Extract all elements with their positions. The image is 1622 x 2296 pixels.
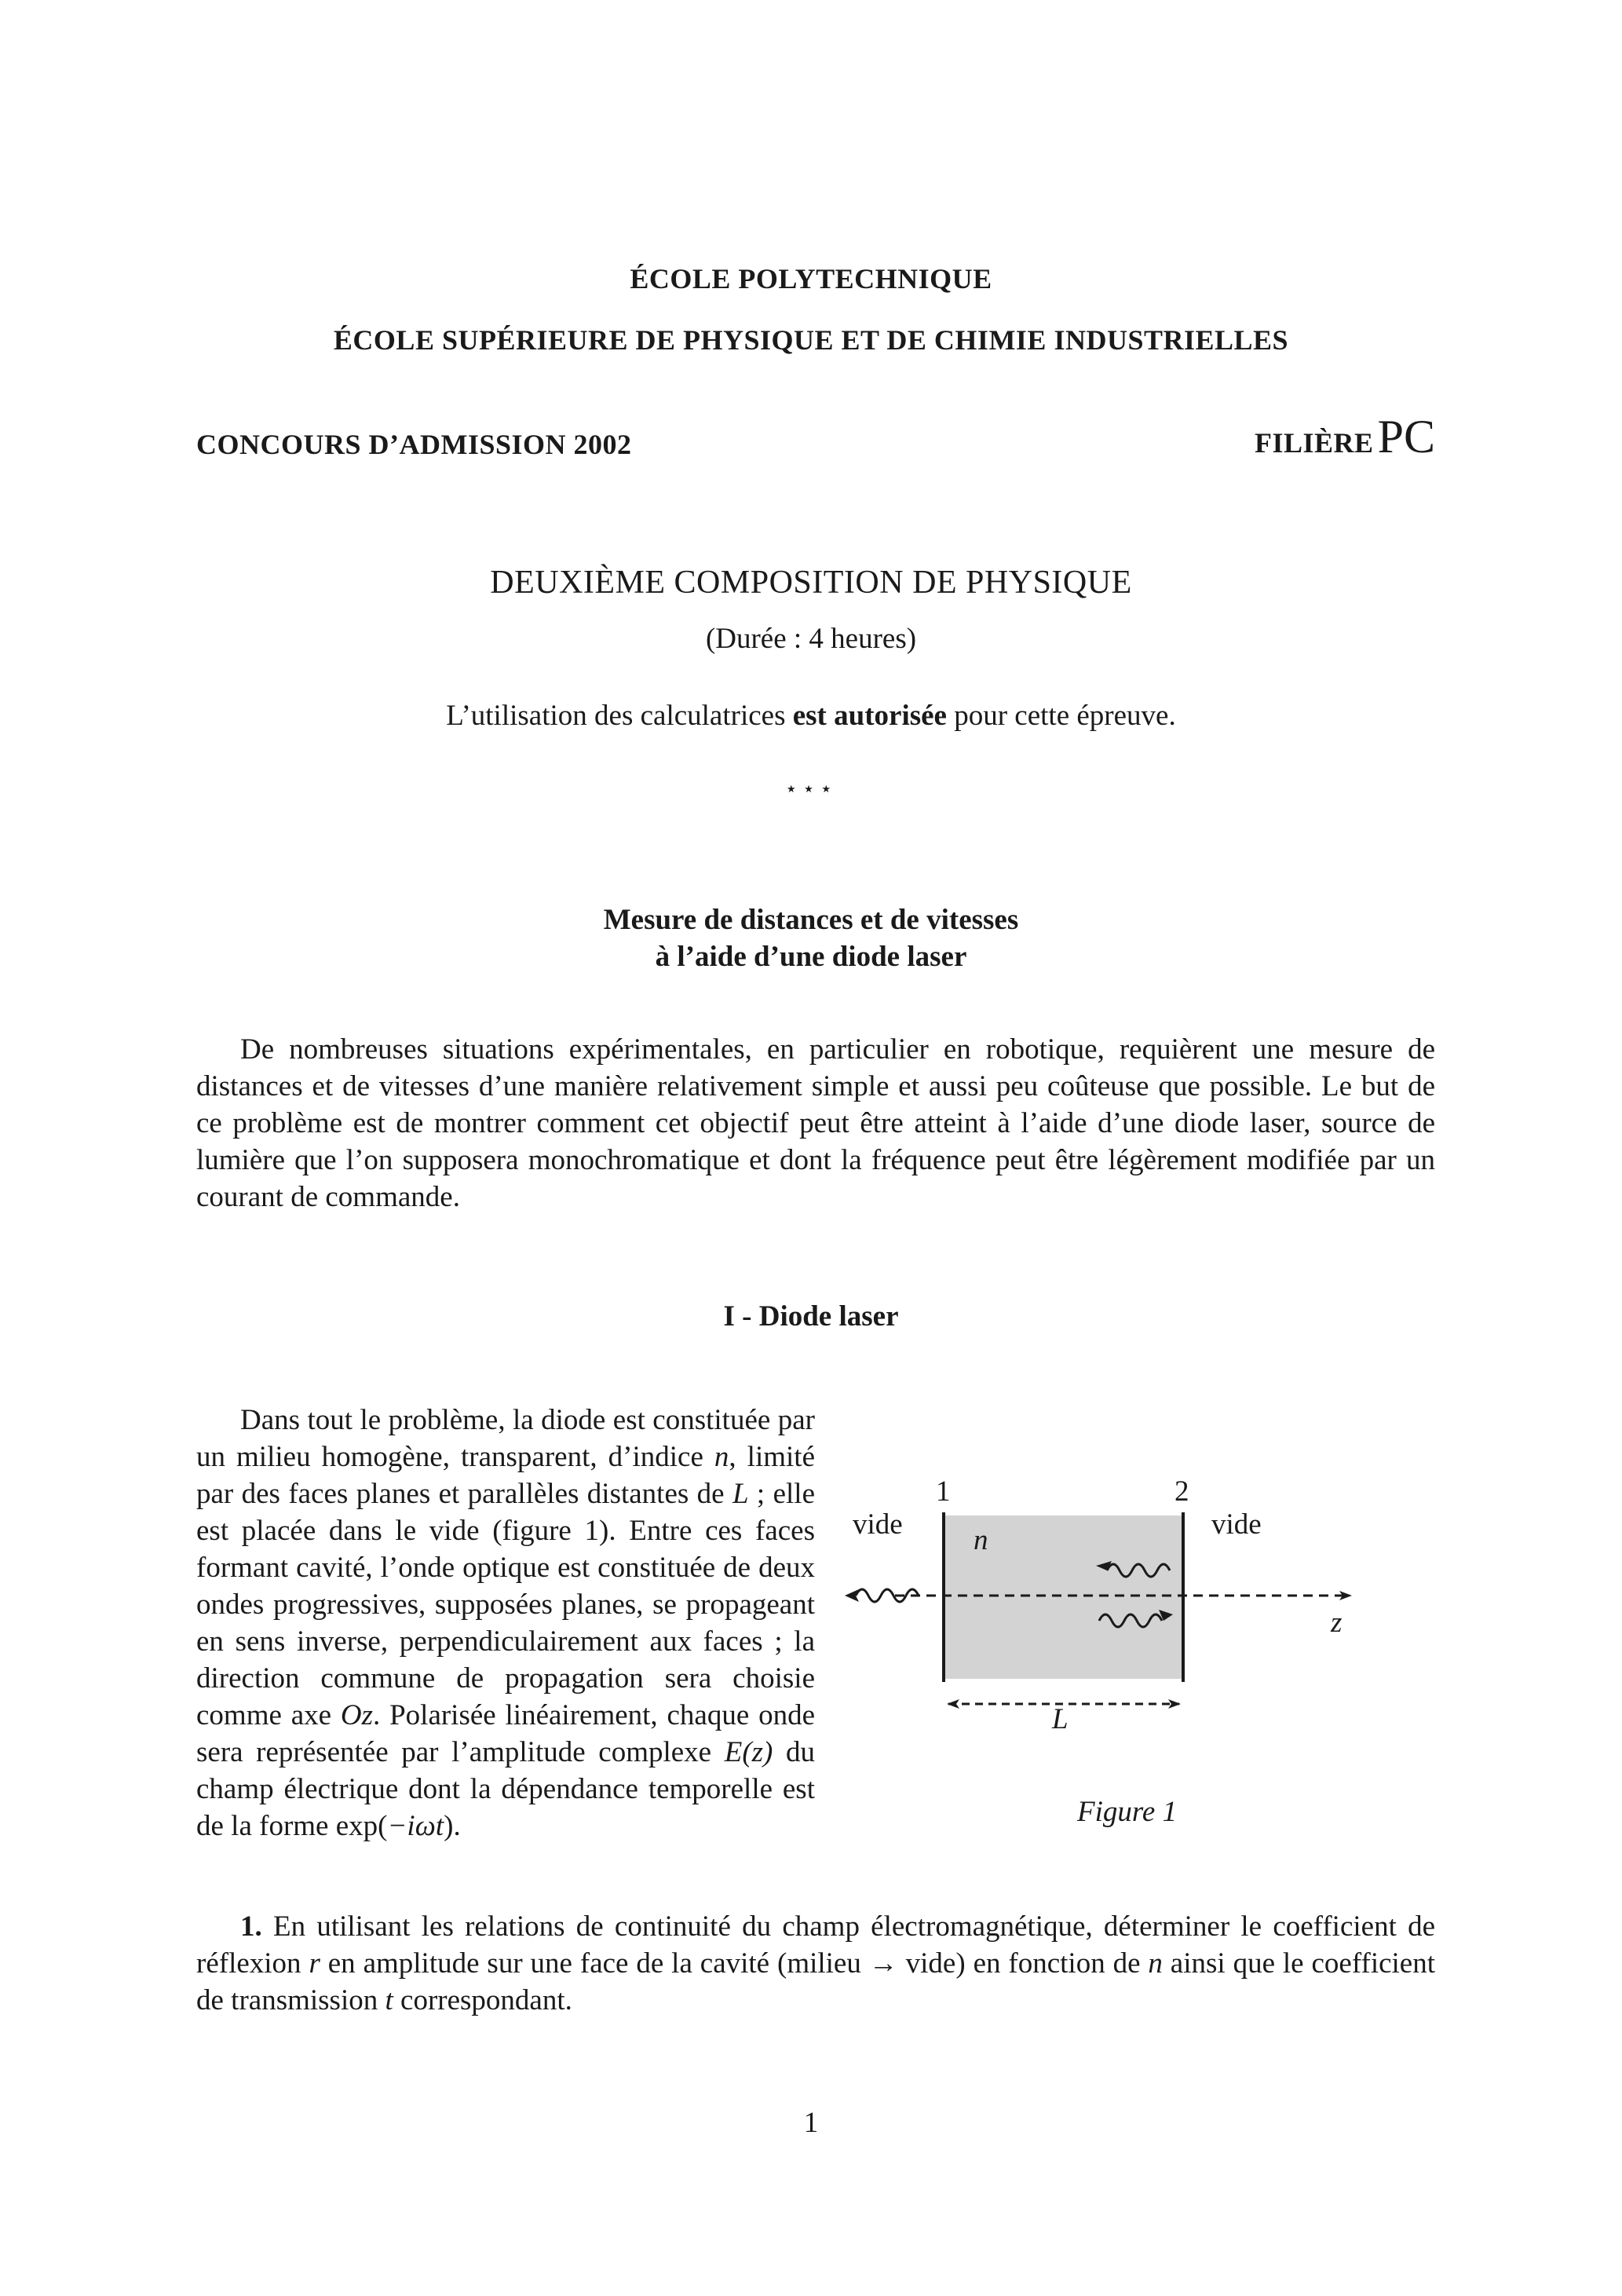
text-run: correspondant. xyxy=(393,1984,572,2016)
page-number: 1 xyxy=(803,2107,819,2139)
subject-title-line1: Mesure de distances et de vitesses xyxy=(603,904,1019,936)
figure-1-diagram xyxy=(840,1461,1405,1743)
axis-z-label: z xyxy=(1331,1607,1343,1639)
text-run: . Polarisée linéairement, chaque onde sera représentée par l’amplitude complexe xyxy=(196,1699,815,1768)
face-2-label: 2 xyxy=(1174,1475,1189,1508)
filiere-code: PC xyxy=(1377,411,1435,462)
filiere-block xyxy=(1255,410,1435,464)
index-n-label: n xyxy=(974,1524,988,1556)
filiere-label: FILIÈRE xyxy=(1254,427,1374,459)
symbol-n: n xyxy=(1148,1947,1163,1980)
section-1-title: I - Diode laser xyxy=(723,1300,899,1333)
vide-right-label: vide xyxy=(1211,1508,1262,1541)
calc-text-before: L’utilisation des calculatrices xyxy=(446,700,793,732)
symbol-n: n xyxy=(714,1441,729,1473)
text-run: ). xyxy=(444,1810,461,1842)
school-name-2: ÉCOLE SUPÉRIEURE DE PHYSIQUE ET DE CHIMIE INDUSTRIELLES xyxy=(333,324,1289,356)
composition-title: DEUXIÈME COMPOSITION DE PHYSIQUE xyxy=(490,565,1132,601)
section-1-text xyxy=(196,1402,815,1844)
question-1-text xyxy=(196,1908,1435,2019)
duration: (Durée : 4 heures) xyxy=(705,623,917,655)
subject-title-line2: à l’aide d’une diode laser xyxy=(655,941,967,973)
symbol-Oz: Oz xyxy=(340,1699,374,1731)
text-run: du champ électrique dont la dépendance temporelle est de la forme exp( xyxy=(196,1736,816,1842)
figure-caption: Figure 1 xyxy=(1077,1796,1178,1828)
text-run: en amplitude sur une face de la cavité (milieu → vide) en fonction de xyxy=(320,1947,1149,1980)
intro-paragraph xyxy=(196,1031,1435,1216)
intro-text: De nombreuses situations expérimentales, en particulier en robotique, requièrent une mesure de distances et de vitesses d’une manière relativement simple et aussi peu coûteuse que possible. Le but de ce problème est de montrer comment cet objectif peut être atteint à l’aide d’une diode laser, source de lumière que l’on supposera monochromatique et dont la fréquence peut être légèrement modifiée par un courant de commande. xyxy=(196,1033,1435,1213)
text-run: ; elle est placée dans le vide (figure 1). Entre ces faces formant cavité, l’onde optique est constituée de deux ondes progressives, supposées planes, se propageant en sens inverse, perpendiculairement aux faces ; la direction commune de propagation sera choisie comme axe xyxy=(196,1478,815,1731)
face-1-label: 1 xyxy=(936,1475,951,1508)
symbol-E: E(z) xyxy=(724,1736,773,1768)
calc-text-bold: est autorisée xyxy=(792,700,947,732)
question-1 xyxy=(196,1908,1435,2019)
calc-text-after: pour cette épreuve. xyxy=(946,700,1176,732)
school-name-1: ÉCOLE POLYTECHNIQUE xyxy=(630,263,992,294)
vide-left-label: vide xyxy=(853,1508,903,1541)
length-L-label: L xyxy=(1052,1703,1069,1735)
text-run: ainsi que le coefficient de transmission xyxy=(196,1947,1435,2016)
question-number: 1. xyxy=(240,1910,262,1943)
symbol-r: r xyxy=(309,1947,320,1980)
concours-label: CONCOURS D’ADMISSION 2002 xyxy=(196,429,632,460)
section-1-paragraph xyxy=(196,1402,815,1844)
calculator-notice xyxy=(0,699,1622,733)
symbol-t: t xyxy=(385,1984,393,2016)
symbol-L: L xyxy=(732,1478,749,1510)
symbol-exp-arg: −iωt xyxy=(387,1810,444,1842)
stars-separator: ⋆⋆⋆ xyxy=(784,777,838,801)
text-run: Dans tout le problème, la diode est constituée par un milieu homogène, transparent, d’indice xyxy=(196,1404,815,1473)
text-run: , limité par des faces planes et parallèles distantes de xyxy=(196,1441,815,1510)
wave-left-outgoing xyxy=(856,1589,919,1602)
text-run: En utilisant les relations de continuité du champ électromagnétique, déterminer le coefficient de réflexion xyxy=(196,1910,1435,1980)
